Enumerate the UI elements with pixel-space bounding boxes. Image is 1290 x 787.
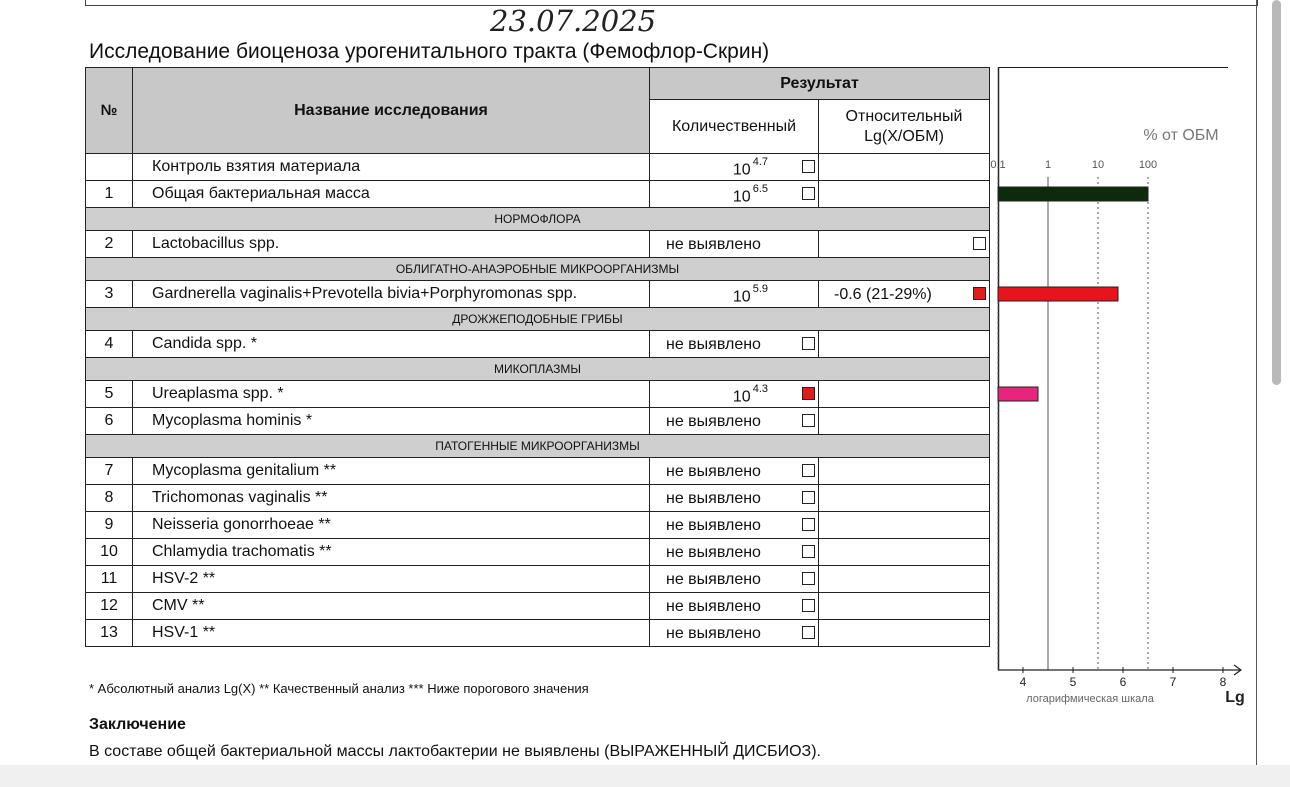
flag-empty-square (802, 160, 815, 173)
table-row (86, 231, 990, 258)
header-relative-line1: Относительный (845, 107, 963, 125)
section-row (86, 435, 990, 458)
flag-red-square (973, 287, 986, 300)
table-row (86, 512, 990, 539)
flag-empty-square (802, 491, 815, 504)
x-tick-label: 7 (1169, 675, 1177, 689)
flag-red-square (802, 387, 815, 400)
test-name: Контроль взятия материала (133, 154, 650, 181)
percent-tick-label: 1 (1044, 159, 1052, 171)
quantitative-base: 10 (732, 161, 751, 179)
bar-row-1 (998, 187, 1148, 201)
table-row (86, 331, 990, 358)
row-number: 3 (86, 281, 133, 308)
x-tick-label: 8 (1219, 675, 1227, 689)
flag-empty-square (802, 599, 815, 612)
table-row (86, 381, 990, 408)
flag-empty-square (802, 518, 815, 531)
header-name: Название исследования (133, 68, 650, 154)
table-row (86, 593, 990, 620)
relative-cell (819, 281, 990, 308)
quantitative-cell (650, 458, 819, 485)
row-number: 11 (86, 566, 133, 593)
quantitative-exponent: 4.7 (752, 156, 768, 168)
relative-cell (819, 381, 990, 408)
conclusion-text: В составе общей бактериальной массы лактобактерии не выявлены (ВЫРАЖЕННЫЙ ДИСБИОЗ). (89, 743, 821, 760)
quantitative-cell (650, 593, 819, 620)
table-row (86, 539, 990, 566)
row-number: 4 (86, 331, 133, 358)
quantitative-cell (650, 620, 819, 647)
row-number: 13 (86, 620, 133, 647)
header-quantitative: Количественный (650, 100, 819, 154)
quantitative-value (732, 283, 768, 306)
bottom-bar (0, 765, 1290, 787)
quantitative-text: не выявлено (666, 490, 761, 507)
table-row (86, 281, 990, 308)
section-row (86, 358, 990, 381)
header-result: Результат (650, 68, 990, 100)
previous-section-border (85, 0, 1258, 6)
quantitative-exponent: 4.3 (752, 383, 768, 395)
quantitative-value (732, 183, 768, 206)
row-number: 12 (86, 593, 133, 620)
section-label: НОРМОФЛОРА (86, 208, 990, 231)
quantitative-cell (650, 566, 819, 593)
test-name: CMV ** (133, 593, 650, 620)
section-label: ОБЛИГАТНО-АНАЭРОБНЫЕ МИКРООРГАНИЗМЫ (86, 258, 990, 281)
flag-empty-square (802, 572, 815, 585)
section-row (86, 308, 990, 331)
row-number: 6 (86, 408, 133, 435)
table-row (86, 620, 990, 647)
table-row (86, 566, 990, 593)
test-name: Gardnerella vaginalis+Prevotella bivia+Porphyromonas spp. (133, 281, 650, 308)
row-number: 5 (86, 381, 133, 408)
table-row (86, 154, 990, 181)
quantitative-text: не выявлено (666, 544, 761, 561)
percent-tick-label: 0.1 (990, 159, 1006, 171)
quantitative-cell (650, 408, 819, 435)
flag-empty-square (973, 237, 986, 250)
relative-cell (819, 408, 990, 435)
flag-empty-square (802, 626, 815, 639)
quantitative-cell (650, 154, 819, 181)
relative-cell (819, 154, 990, 181)
quantitative-base: 10 (732, 188, 751, 206)
quantitative-cell (650, 181, 819, 208)
quantitative-text: не выявлено (666, 463, 761, 480)
conclusion-title: Заключение (89, 716, 186, 733)
x-tick-label: 4 (1019, 675, 1027, 689)
table-row (86, 181, 990, 208)
test-name: Ureaplasma spp. * (133, 381, 650, 408)
quantitative-cell (650, 539, 819, 566)
relative-value: -0.6 (21-29%) (834, 286, 932, 303)
quantitative-base: 10 (732, 288, 751, 306)
header-relative (819, 100, 990, 154)
row-number: 7 (86, 458, 133, 485)
relative-cell (819, 566, 990, 593)
percent-tick-label: 100 (1138, 159, 1158, 171)
results-table (85, 67, 990, 647)
row-number: 2 (86, 231, 133, 258)
section-row (86, 258, 990, 281)
table-row (86, 485, 990, 512)
table-row (86, 408, 990, 435)
test-name: Mycoplasma hominis * (133, 408, 650, 435)
test-name: Общая бактериальная масса (133, 181, 650, 208)
quantitative-cell (650, 381, 819, 408)
quantitative-cell (650, 281, 819, 308)
quantitative-value (732, 383, 768, 406)
scale-label: логарифмическая шкала (1026, 693, 1154, 705)
handwritten-date: 23.07.2025 (490, 4, 657, 38)
percent-axis-label: % от ОБМ (1143, 127, 1219, 144)
relative-cell (819, 458, 990, 485)
section-row (86, 208, 990, 231)
relative-cell (819, 181, 990, 208)
test-name: HSV-2 ** (133, 566, 650, 593)
section-label: ПАТОГЕННЫЕ МИКРООРГАНИЗМЫ (86, 435, 990, 458)
test-name: Lactobacillus spp. (133, 231, 650, 258)
test-name: HSV-1 ** (133, 620, 650, 647)
flag-empty-square (802, 337, 815, 350)
percent-tick-label: 10 (1091, 159, 1105, 171)
quantitative-exponent: 6.5 (752, 183, 768, 195)
table-row (86, 458, 990, 485)
quantitative-text: не выявлено (666, 517, 761, 534)
quantitative-text: не выявлено (666, 598, 761, 615)
relative-cell (819, 512, 990, 539)
row-number: 9 (86, 512, 133, 539)
bar-row-5 (998, 387, 1038, 401)
relative-cell (819, 331, 990, 358)
quantitative-value (732, 156, 768, 179)
results-body (86, 154, 990, 647)
flag-empty-square (802, 414, 815, 427)
quantitative-base: 10 (732, 388, 751, 406)
quantitative-exponent: 5.9 (752, 283, 768, 295)
row-number: 1 (86, 181, 133, 208)
flag-empty-square (802, 187, 815, 200)
section-label: ДРОЖЖЕПОДОБНЫЕ ГРИБЫ (86, 308, 990, 331)
axis-label-lg: Lg (1225, 689, 1245, 706)
row-number: 8 (86, 485, 133, 512)
header-relative-line2: Lg(X/ОБМ) (864, 127, 944, 145)
test-name: Chlamydia trachomatis ** (133, 539, 650, 566)
quantitative-text: не выявлено (666, 413, 761, 430)
page-title: Исследование биоценоза урогенитального тракта (Фемофлор-Скрин) (89, 40, 770, 63)
test-name: Trichomonas vaginalis ** (133, 485, 650, 512)
quantitative-text: не выявлено (666, 571, 761, 588)
quantitative-text: не выявлено (666, 236, 761, 253)
quantitative-text: не выявлено (666, 336, 761, 353)
row-number (86, 154, 133, 181)
relative-cell (819, 539, 990, 566)
quantitative-text: не выявлено (666, 625, 761, 642)
test-name: Mycoplasma genitalium ** (133, 458, 650, 485)
page-edge-line (1256, 0, 1257, 765)
x-tick-label: 6 (1119, 675, 1127, 689)
log-scale-chart (990, 67, 1245, 707)
quantitative-cell (650, 331, 819, 358)
relative-cell (819, 620, 990, 647)
quantitative-cell (650, 231, 819, 258)
relative-cell (819, 593, 990, 620)
quantitative-cell (650, 512, 819, 539)
relative-cell (819, 231, 990, 258)
x-tick-label: 5 (1069, 675, 1077, 689)
quantitative-cell (650, 485, 819, 512)
scrollbar-thumb[interactable] (1272, 0, 1281, 385)
relative-cell (819, 485, 990, 512)
flag-empty-square (802, 464, 815, 477)
flag-empty-square (802, 545, 815, 558)
bar-row-3 (998, 287, 1118, 301)
test-name: Candida spp. * (133, 331, 650, 358)
header-num: № (86, 68, 133, 154)
footnote: * Абсолютный анализ Lg(X) ** Качественный анализ *** Ниже порогового значения (89, 681, 589, 696)
row-number: 10 (86, 539, 133, 566)
section-label: МИКОПЛАЗМЫ (86, 358, 990, 381)
test-name: Neisseria gonorrhoeae ** (133, 512, 650, 539)
